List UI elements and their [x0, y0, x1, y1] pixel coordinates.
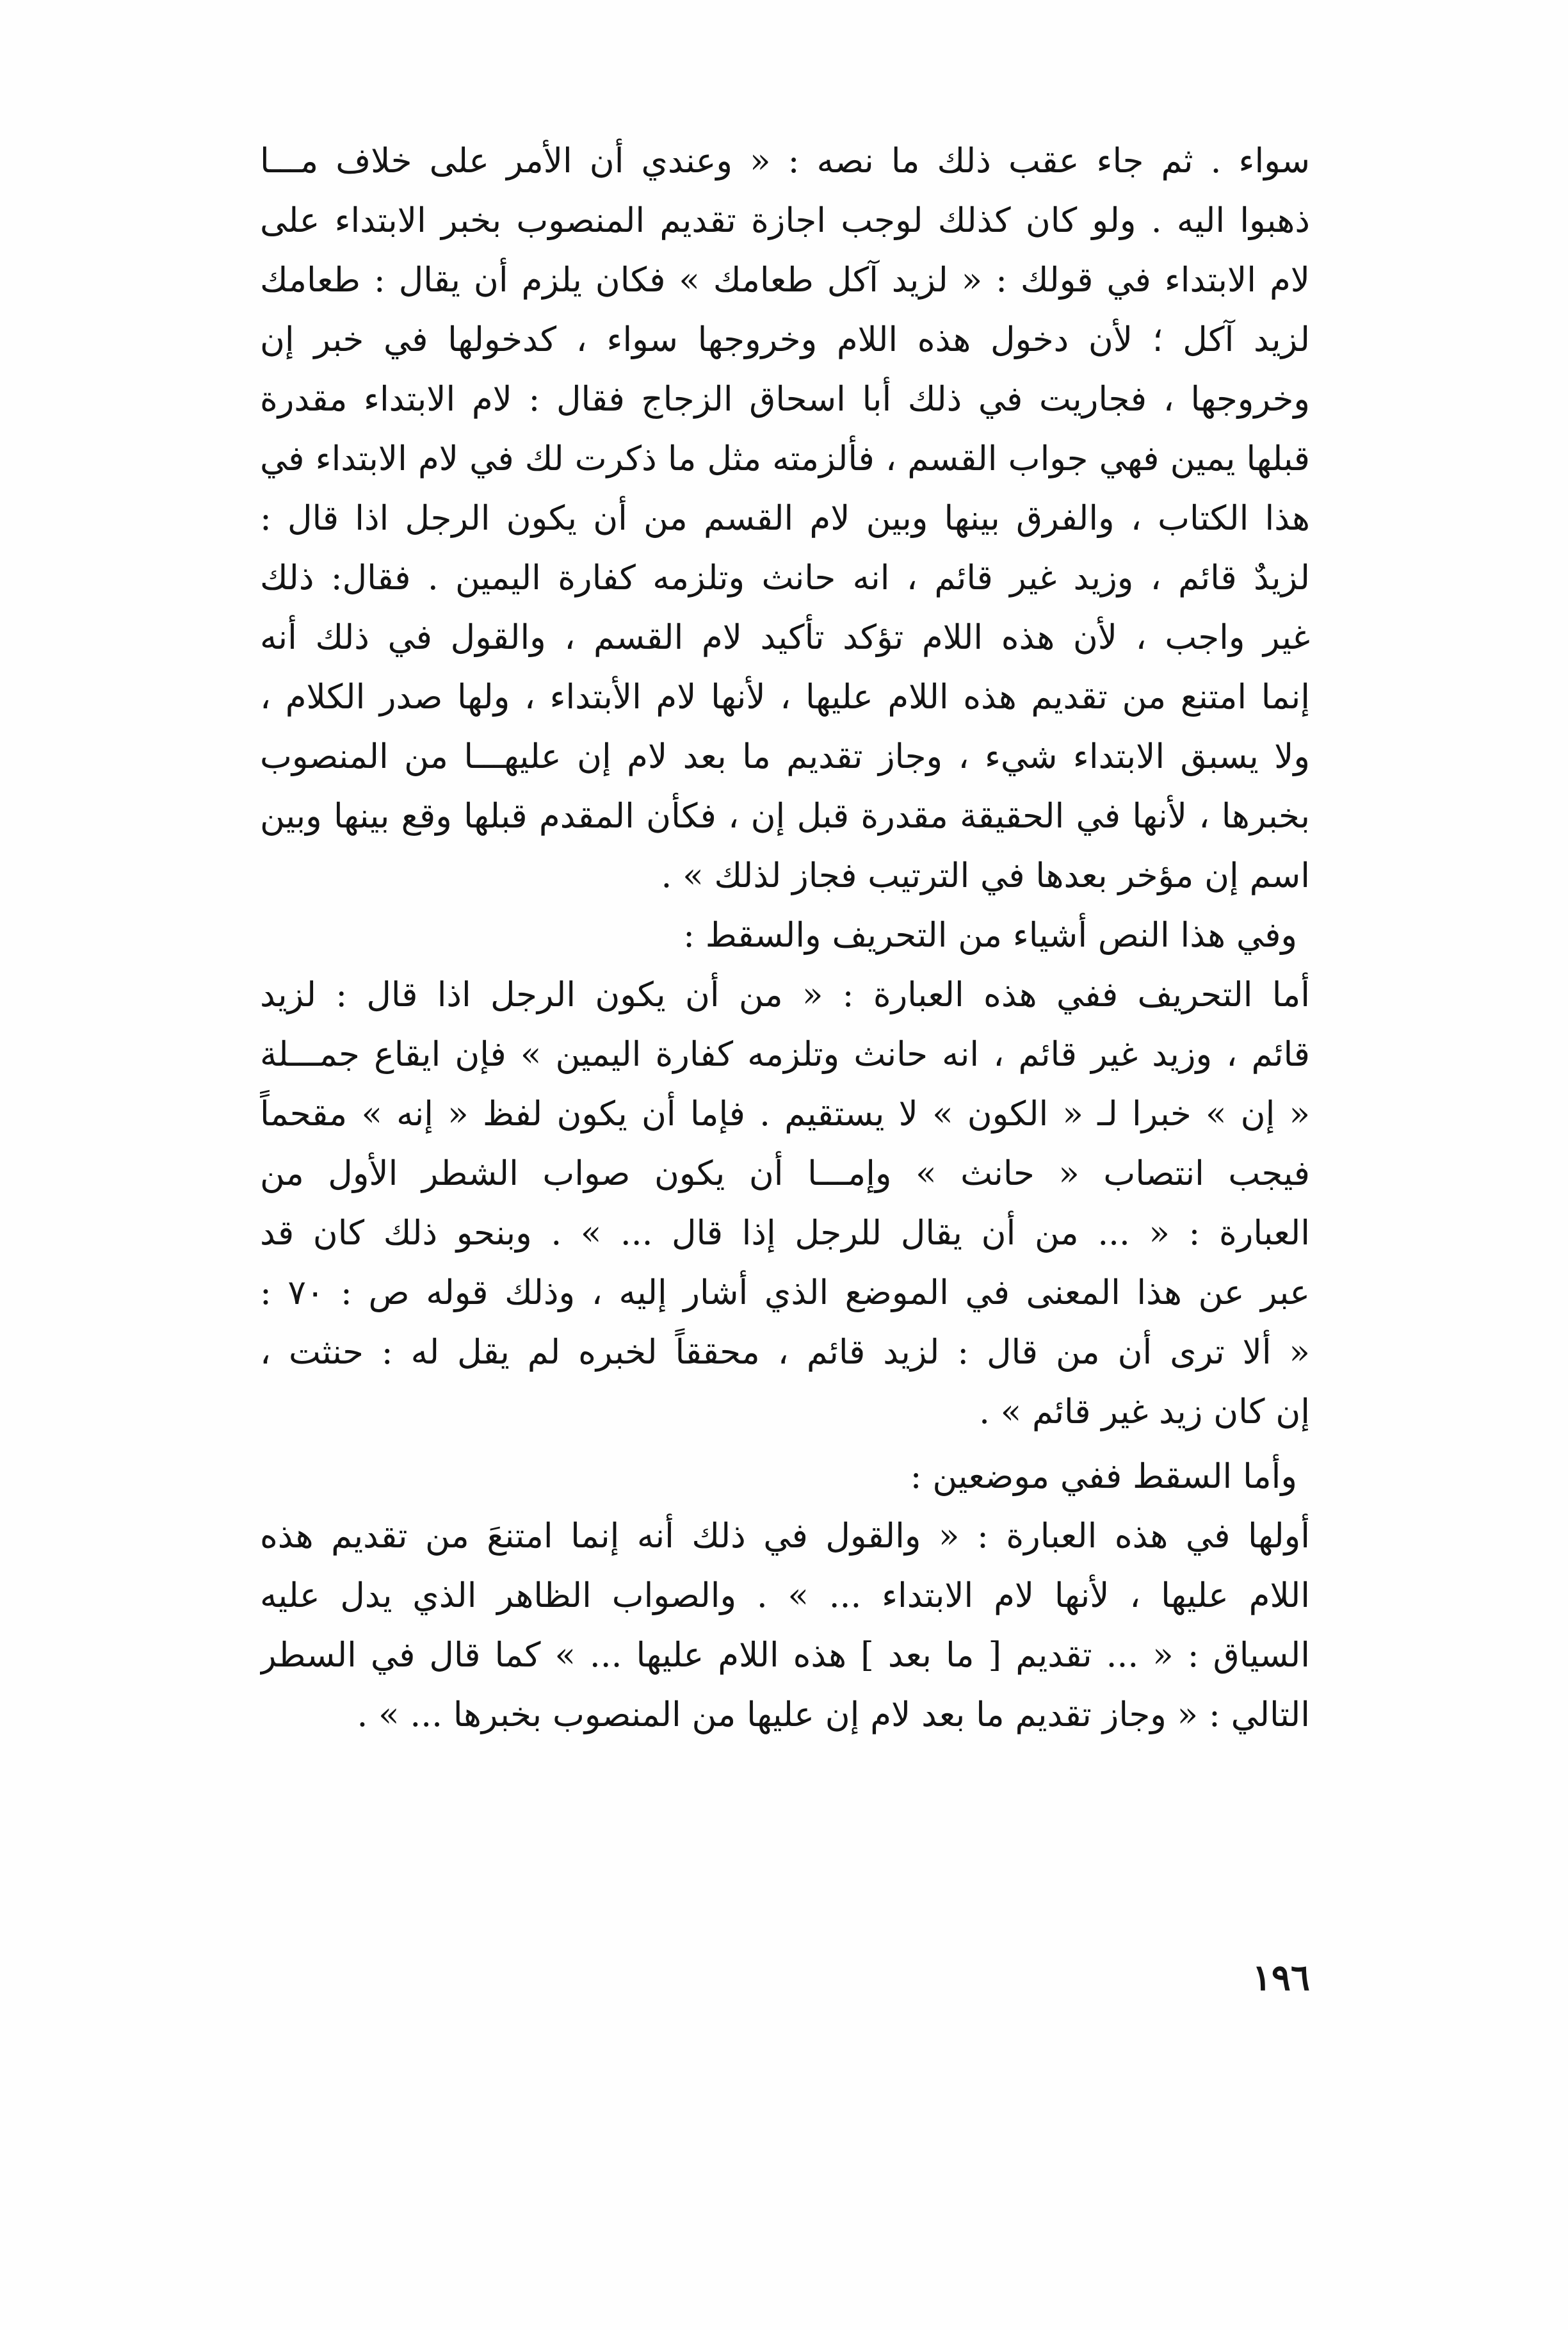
text-line: إنما امتنع من تقديم هذه اللام عليها ، لأنها لام الأبتداء ، ولها صدر الكلام ،: [260, 678, 1310, 717]
text-line: سواء . ثم جاء عقب ذلك ما نصه : « وعندي أن الأمر على خلاف مـــا: [260, 142, 1310, 181]
text-line: لزيد آكل ؛ لأن دخول هذه اللام وخروجها سواء ، كدخولها في خبر إن: [260, 320, 1310, 359]
page-number: ١٩٦: [1252, 1957, 1310, 1999]
text-line: « إن » خبرا لـ « الكون » لا يستقيم . فإما أن يكون لفظ « إنه » مقحماً: [260, 1095, 1310, 1134]
text-line: فيجب انتصاب « حانث » وإمـــا أن يكون صواب الشطر الأول من: [260, 1154, 1310, 1193]
main-text: [260, 131, 1310, 1745]
text-line: وأما السقط ففي موضعين :: [910, 1457, 1297, 1496]
paragraph-1: [260, 131, 1310, 906]
text-line: غير واجب ، لأن هذه اللام تؤكد تأكيد لام القسم ، والقول في ذلك أنه: [260, 618, 1310, 657]
text-line: العبارة : « ... من أن يقال للرجل إذا قال ... » . وبنحو ذلك كان قد: [260, 1214, 1310, 1253]
text-line: اسم إن مؤخر بعدها في الترتيب فجاز لذلك » .: [661, 856, 1310, 895]
paragraph-5: [260, 1506, 1310, 1745]
text-line: التالي : « وجاز تقديم ما بعد لام إن عليها من المنصوب بخبرها ... » .: [357, 1695, 1310, 1734]
text-line: لزيدٌ قائم ، وزيد غير قائم ، انه حانث وتلزمه كفارة اليمين . فقال: ذلك: [260, 558, 1310, 598]
text-line: ولا يسبق الابتداء شيء ، وجاز تقديم ما بعد لام إن عليهـــا من المنصوب: [260, 737, 1310, 776]
text-line: قائم ، وزيد غير قائم ، انه حانث وتلزمه كفارة اليمين » فإن ايقاع جمـــلة: [260, 1035, 1310, 1074]
text-line: « ألا ترى أن من قال : لزيد قائم ، محققاً لخبره لم يقل له : حنثت ،: [260, 1333, 1310, 1372]
text-line: وخروجها ، فجاريت في ذلك أبا اسحاق الزجاج فقال : لام الابتداء مقدرة: [260, 380, 1310, 419]
text-line: ذهبوا اليه . ولو كان كذلك لوجب اجازة تقديم المنصوب بخبر الابتداء على: [260, 201, 1310, 240]
text-line: اللام عليها ، لأنها لام الابتداء ... » . والصواب الظاهر الذي يدل عليه: [260, 1576, 1310, 1615]
paragraph-3: [260, 965, 1310, 1442]
text-line: وفي هذا النص أشياء من التحريف والسقط :: [683, 916, 1297, 955]
text-line: هذا الكتاب ، والفرق بينها وبين لام القسم من أن يكون الرجل اذا قال :: [260, 499, 1310, 538]
text-line: بخبرها ، لأنها في الحقيقة مقدرة قبل إن ، فكأن المقدم قبلها وقع بينها وبين: [260, 797, 1310, 836]
text-line: قبلها يمين فهي جواب القسم ، فألزمته مثل ما ذكرت لك في لام الابتداء في: [260, 439, 1310, 478]
text-line: عبر عن هذا المعنى في الموضع الذي أشار إليه ، وذلك قوله ص : ٧٠ :: [260, 1273, 1310, 1312]
paragraph-2: [260, 906, 1310, 965]
text-line: أما التحريف ففي هذه العبارة : « من أن يكون الرجل اذا قال : لزيد: [260, 975, 1310, 1014]
text-line: أولها في هذه العبارة : « والقول في ذلك أنه إنما امتنعَ من تقديم هذه: [260, 1517, 1310, 1556]
text-line: السياق : « ... تقديم [ ما بعد ] هذه اللام عليها ... » كما قال في السطر: [260, 1636, 1310, 1675]
text-line: إن كان زيد غير قائم » .: [979, 1392, 1310, 1431]
text-line: لام الابتداء في قولك : « لزيد آكل طعامك » فكان يلزم أن يقال : طعامك: [260, 261, 1310, 300]
paragraph-4: [260, 1447, 1310, 1506]
